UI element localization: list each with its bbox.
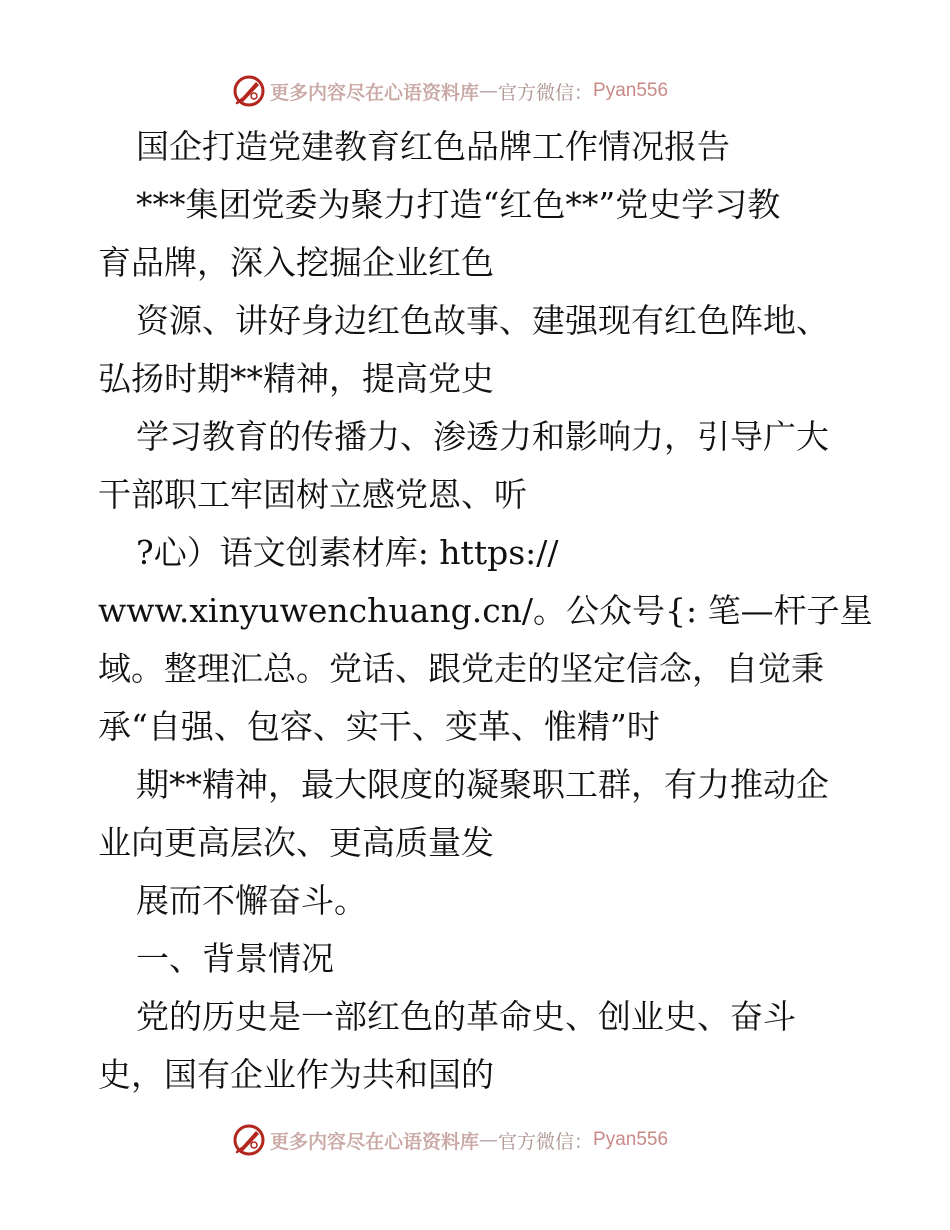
document-line: 承“自强、包容、实干、变革、惟精”时: [98, 707, 660, 746]
document-line: 史，国有企业作为共和国的: [98, 1055, 494, 1094]
document-line: ***集团党委为聚力打造“红色**”党史学习教: [136, 185, 781, 224]
document-line: 干部职工牢固树立感党恩、听: [98, 475, 527, 514]
banner-wechat-label: 官方微信: [498, 81, 575, 104]
document-line: 党的历史是一部红色的革命史、创业史、奋斗: [136, 997, 796, 1036]
header-banner: [232, 73, 668, 109]
footer-banner: [232, 1122, 668, 1158]
document-line: 展而不懈奋斗。: [136, 881, 367, 920]
banner-site-text: 更多内容尽在心语资料库: [270, 81, 480, 104]
document-line: 域。整理汇总。党话、跟党走的坚定信念，自觉秉: [98, 649, 824, 688]
banner-wechat-id: Pyan556: [593, 1129, 669, 1150]
banner-colon: ：: [574, 81, 594, 104]
document-line: 期**精神，最大限度的凝聚职工群，有力推动企: [136, 765, 829, 804]
banner-wechat-label: 官方微信: [498, 1130, 575, 1153]
banner-separator: —: [479, 1129, 499, 1151]
document-line: 弘扬时期**精神，提高党史: [98, 359, 494, 398]
document-line: 资源、讲好身边红色故事、建强现有红色阵地、: [136, 301, 829, 340]
feather-pen-logo-icon: [232, 1123, 266, 1157]
document-line: ?心）语文创素材库: https://: [136, 533, 559, 572]
feather-pen-logo-icon: [232, 74, 266, 108]
section-heading: 一、背景情况: [136, 939, 334, 978]
document-line: 业向更高层次、更高质量发: [98, 823, 494, 862]
document-line: 学习教育的传播力、渗透力和影响力，引导广大: [136, 417, 829, 456]
document-line: 育品牌，深入挖掘企业红色: [98, 243, 494, 282]
document-line: www.xinyuwenchuang.cn/。公众号{: 笔—杆子星: [98, 591, 873, 630]
banner-wechat-id: Pyan556: [593, 80, 669, 101]
banner-separator: —: [479, 80, 499, 102]
banner-colon: ：: [574, 1130, 594, 1153]
banner-site-text: 更多内容尽在心语资料库: [270, 1130, 480, 1153]
document-title: 国企打造党建教育红色品牌工作情况报告: [136, 127, 730, 166]
